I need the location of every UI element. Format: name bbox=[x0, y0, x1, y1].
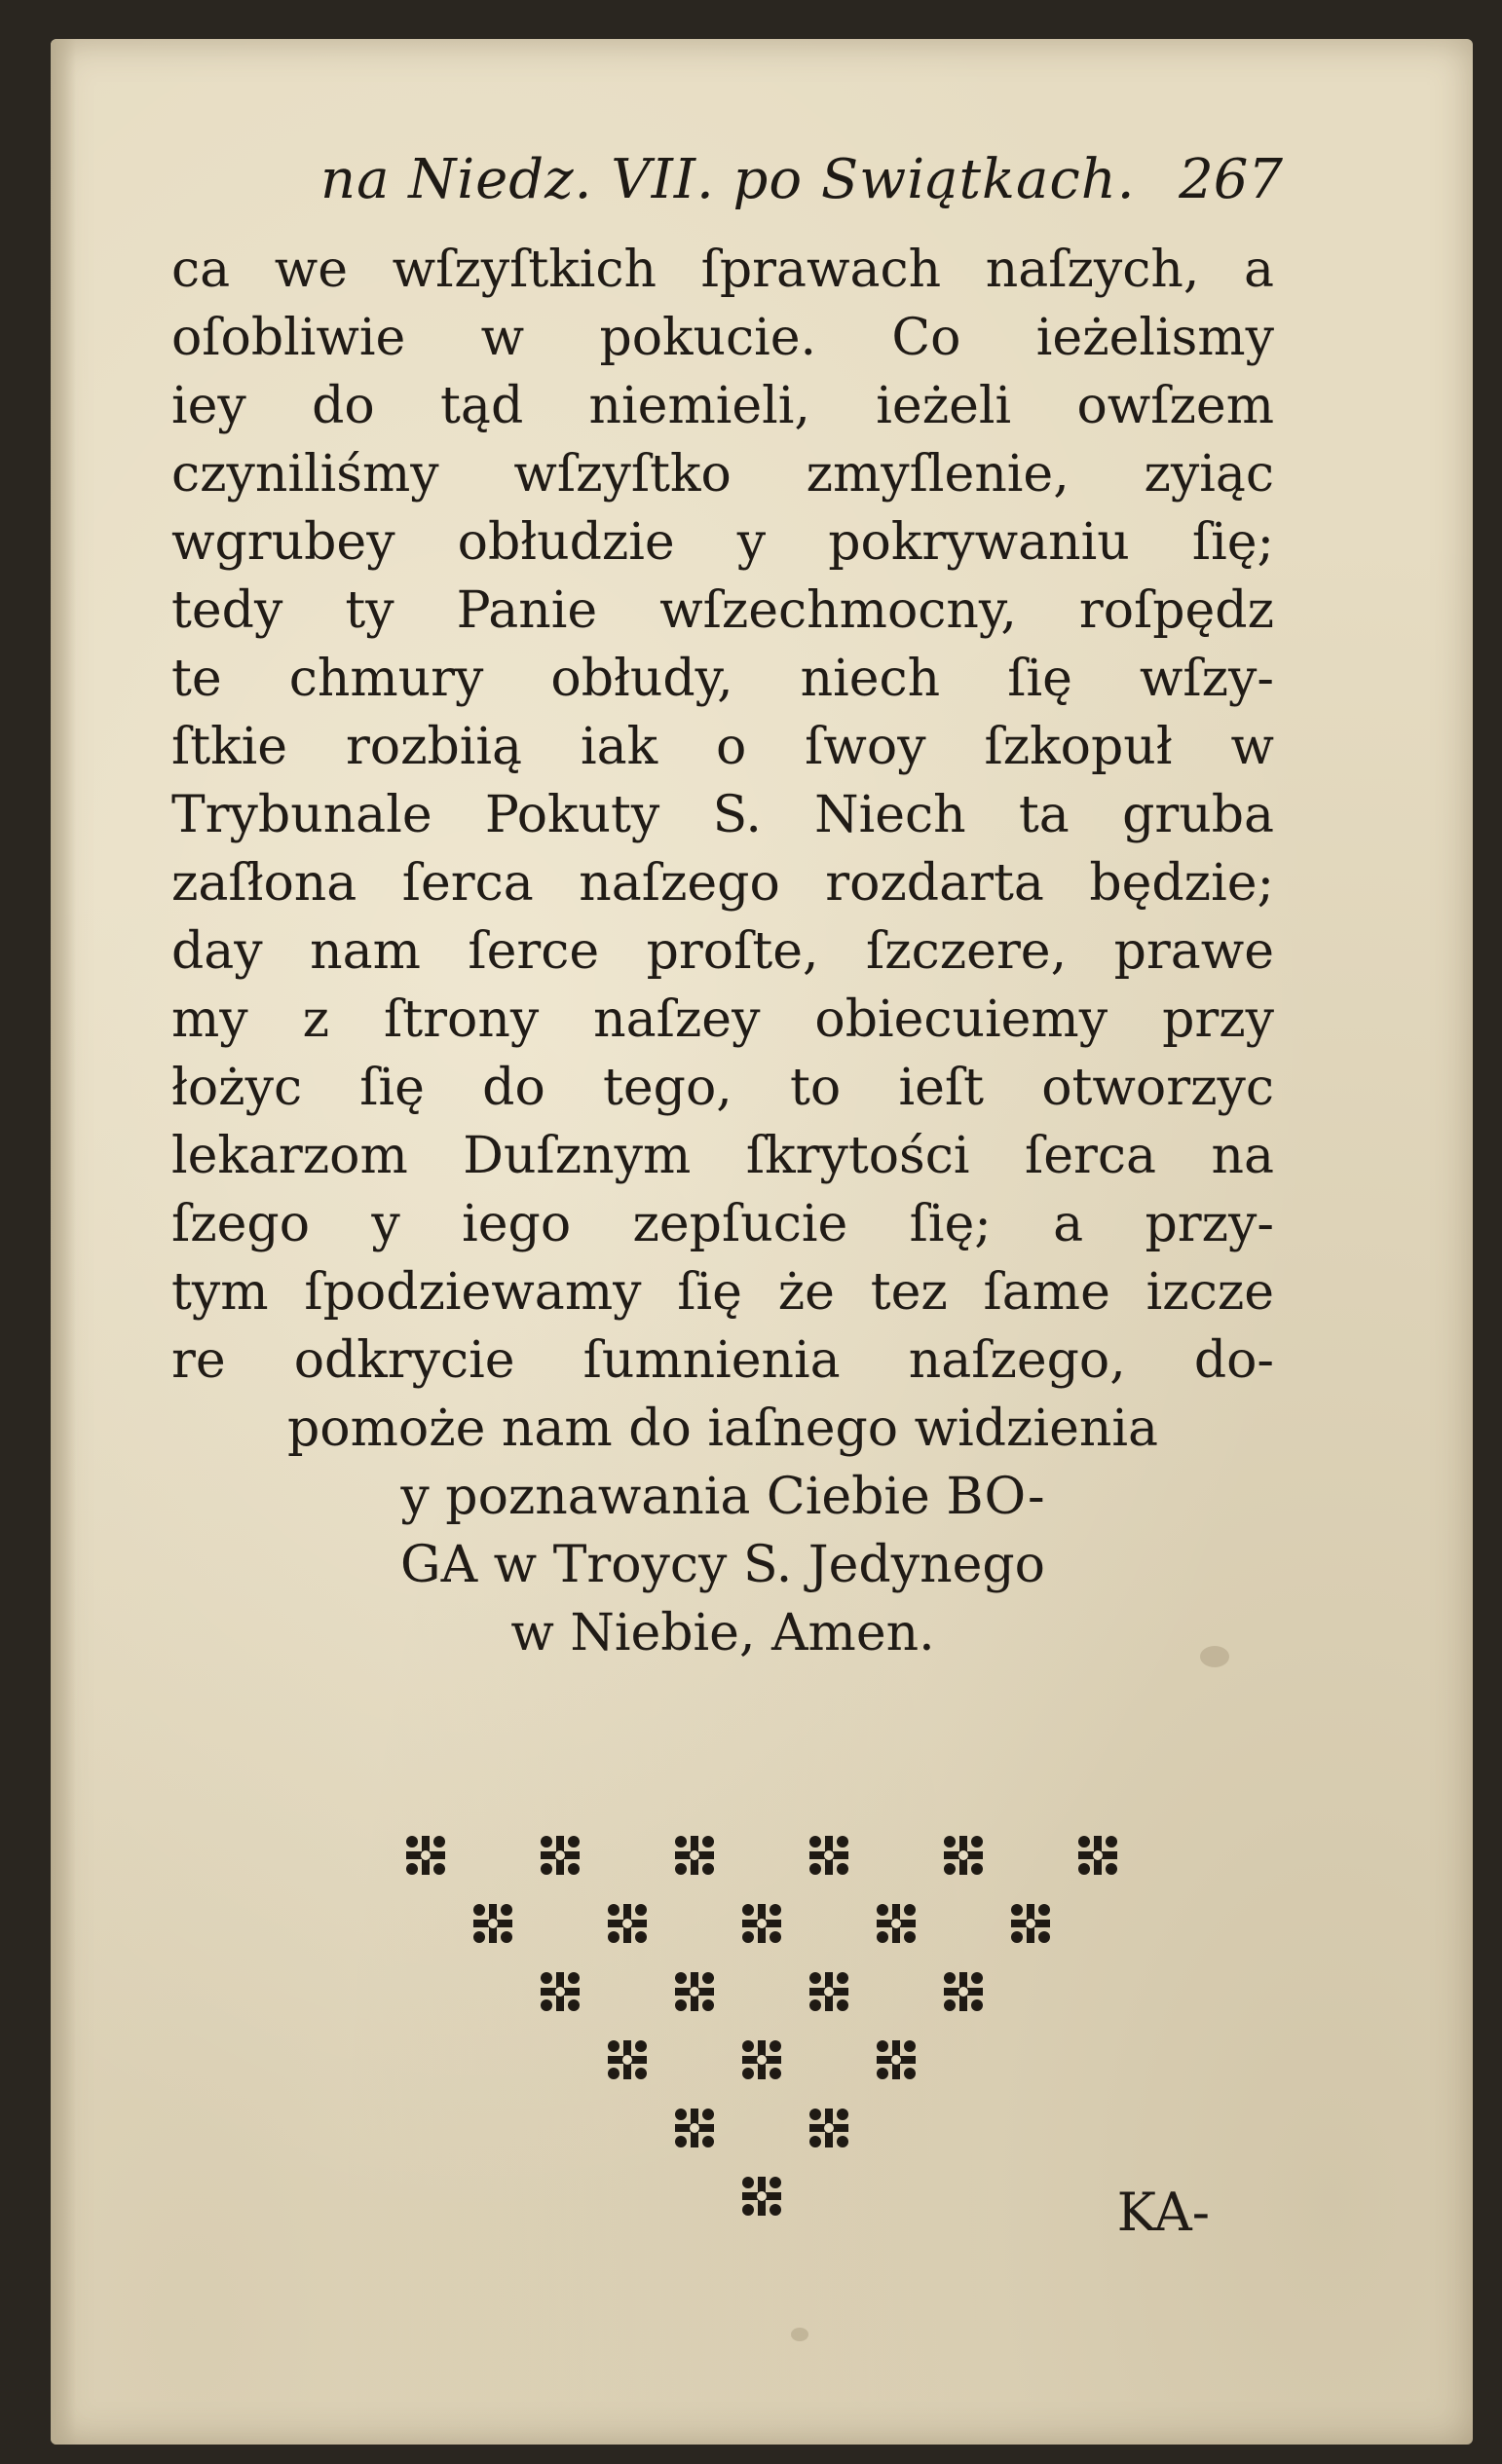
fleuron-icon bbox=[875, 1902, 918, 1945]
fleuron-row bbox=[51, 2026, 1473, 2094]
fleuron-icon bbox=[471, 1902, 514, 1945]
text-line: łożyc ſię do tego, to ieſt otworzyc bbox=[171, 1059, 1274, 1117]
text-line: day nam ſerce proſte, ſzczere, prawe bbox=[171, 922, 1274, 981]
text-line: iey do tąd niemieli, ieżeli owſzem bbox=[171, 377, 1274, 435]
fleuron-icon bbox=[740, 1902, 783, 1945]
text-line: re odkrycie ſumnienia naſzego, do- bbox=[171, 1331, 1274, 1390]
fleuron-ornament bbox=[51, 1821, 1473, 2230]
fleuron-icon bbox=[740, 2038, 783, 2081]
book-page bbox=[51, 39, 1473, 2445]
fleuron-icon bbox=[673, 1834, 716, 1877]
catchword: KA- bbox=[1116, 2182, 1210, 2243]
fleuron-icon bbox=[673, 2107, 716, 2149]
text-line: ſtkie rozbiią iak o ſwoy ſzkopuł w bbox=[171, 718, 1274, 776]
prayer-text bbox=[168, 236, 1278, 1667]
text-line: lekarzom Duſznym ſkrytości ſerca na bbox=[171, 1127, 1274, 1185]
fleuron-icon bbox=[539, 1834, 582, 1877]
text-line: w Niebie, Amen. bbox=[510, 1604, 935, 1662]
text-line: czyniliśmy wſzyſtko zmyſlenie, zyiąc bbox=[171, 445, 1274, 504]
running-head: na Niedz. VII. po Swiątkach. bbox=[320, 148, 1136, 211]
paper-stain bbox=[791, 2328, 808, 2341]
fleuron-icon bbox=[740, 2175, 783, 2218]
fleuron-icon bbox=[942, 1970, 985, 2013]
text-line: GA w Troycy S. Jedynego bbox=[400, 1536, 1045, 1594]
fleuron-icon bbox=[807, 1834, 850, 1877]
text-line: wgrubey obłudzie y pokrywaniu ſię; bbox=[171, 513, 1274, 572]
fleuron-icon bbox=[606, 2038, 649, 2081]
text-line: Trybunale Pokuty S. Niech ta gruba bbox=[171, 786, 1274, 844]
text-line: te chmury obłudy, niech ſię wſzy- bbox=[171, 650, 1274, 708]
fleuron-row bbox=[51, 1889, 1473, 1958]
fleuron-icon bbox=[942, 1834, 985, 1877]
fleuron-icon bbox=[1076, 1834, 1119, 1877]
fleuron-icon bbox=[606, 1902, 649, 1945]
fleuron-row bbox=[51, 1821, 1473, 1889]
text-line: oſobliwie w pokucie. Co ieżelismy bbox=[171, 309, 1274, 367]
fleuron-icon bbox=[807, 2107, 850, 2149]
fleuron-icon bbox=[807, 1970, 850, 2013]
fleuron-icon bbox=[875, 2038, 918, 2081]
text-line: my z ſtrony naſzey obiecuiemy przy bbox=[171, 990, 1274, 1049]
fleuron-icon bbox=[404, 1834, 447, 1877]
fleuron-icon bbox=[673, 1970, 716, 2013]
fleuron-icon bbox=[539, 1970, 582, 2013]
text-line: pomoże nam do iaſnego widzienia bbox=[287, 1400, 1158, 1458]
page-number: 267 bbox=[1179, 148, 1283, 211]
page-header bbox=[260, 148, 1283, 236]
text-line: ca we wſzyſtkich ſprawach naſzych, a bbox=[171, 241, 1274, 299]
text-line: ſzego y iego zepſucie ſię; a przy- bbox=[171, 1195, 1274, 1253]
fleuron-row bbox=[51, 2162, 1473, 2230]
fleuron-row bbox=[51, 2094, 1473, 2162]
fleuron-row bbox=[51, 1958, 1473, 2026]
text-line: y poznawania Ciebie BO- bbox=[400, 1468, 1045, 1526]
text-line: zaſłona ſerca naſzego rozdarta będzie; bbox=[171, 854, 1274, 913]
text-line: tym ſpodziewamy ſię że tez ſame izcze bbox=[171, 1263, 1274, 1322]
text-line: tedy ty Panie wſzechmocny, roſpędz bbox=[171, 581, 1274, 640]
fleuron-icon bbox=[1009, 1902, 1052, 1945]
